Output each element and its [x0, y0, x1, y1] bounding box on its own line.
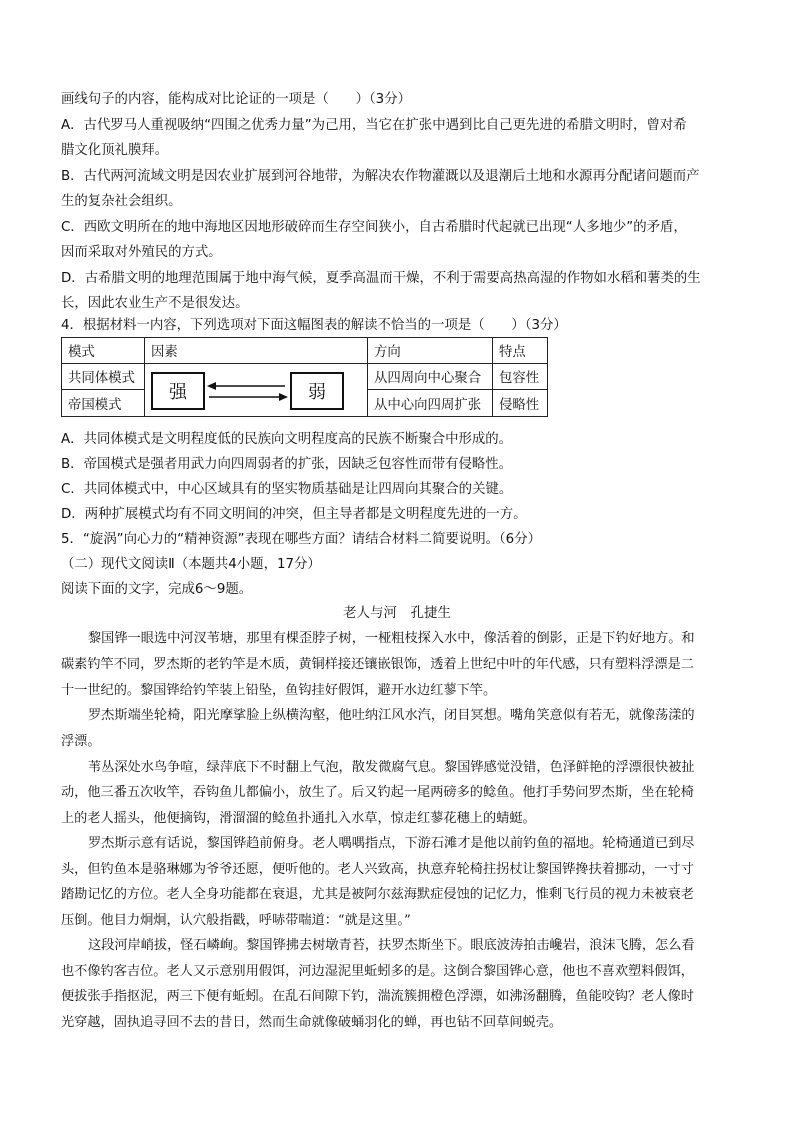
row1-mode: 共同体模式 [62, 364, 145, 390]
story-p4-line4: 压倒。他目力炯炯，认穴般指戳，呼哧带喘道：“就是这里。” [61, 913, 411, 928]
q4-stem: 4．根据材料一内容，下列选项对下面这幅图表的解读不恰当的一项是（ ）（3分） [61, 318, 567, 333]
row1-direction: 从四周向中心聚合 [368, 364, 493, 390]
table-header-row [62, 338, 548, 364]
strong-weak-diagram [151, 366, 361, 414]
story-p5-line3: 便拔张手指抠泥，两三下便有蚯蚓。在乱石间隙下钓，湍流簇拥橙色浮漂，如沸汤翻腾，鱼能咬钩？老人像时 [61, 989, 694, 1004]
row2-direction: 从中心向四周扩张 [368, 390, 493, 417]
story-p5-line4: 光穿越，固执追寻回不去的昔日，然而生命就像破蛹羽化的蝉，再也钻不回草间蜕壳。 [61, 1015, 563, 1030]
strong-box: 强 [151, 372, 205, 410]
q3-option-b-line2: 生的复杂社会组织。 [61, 194, 182, 209]
q4-option-c: C．共同体模式中，中心区域具有的坚实物质基础是让四周向其聚合的关键。 [61, 482, 513, 497]
story-p2-line2: 浮漂。 [61, 734, 101, 749]
table-row [62, 364, 548, 390]
q3-option-a-line1: A．古代罗马人重视吸纳“四围之优秀力量”为己用，当它在扩张中遇到比自己更先进的希腊文明时，曾对希 [61, 118, 687, 133]
bidirectional-arrows-icon [205, 372, 290, 410]
q3-option-c-line1: C．西欧文明所在的地中海地区因地形破碎而生存空间狭小，自古希腊时代起就已出现“人多地少”的矛盾， [61, 220, 687, 235]
story-p2-line1: 罗杰斯端坐轮椅，阳光摩挲脸上纵横沟壑，他吐纳江风水汽，闭目冥想。嘴角笑意似有若无，就像荡漾的 [88, 708, 695, 723]
table-header-factor: 因素 [145, 338, 368, 364]
story-p5-line1: 这段河岸峭拔，怪石嶙峋。黎国铧拂去树墩青苔，扶罗杰斯坐下。眼底波涛拍击巉岩，浪沫飞腾，怎么看 [88, 938, 695, 953]
story-p4-line2: 头，但钓鱼本是骆琳娜为爷爷还愿，便听他的。老人兴致高，执意弃轮椅拄拐杖让黎国铧搀扶着挪动，一寸寸 [61, 862, 694, 877]
story-p1-line2: 碳素钓竿不同，罗杰斯的老钓竿是木质，黄铜样接还镶嵌银饰，透着上世纪中叶的年代感，只有塑料浮漂是二 [61, 657, 694, 672]
q3-stem: 画线句子的内容，能构成对比论证的一项是（ ）（3分） [61, 92, 411, 107]
q4-option-a: A．共同体模式是文明程度低的民族向文明程度高的民族不断聚合中形成的。 [61, 432, 513, 447]
q3-option-c-line2: 因而采取对外殖民的方式。 [61, 245, 222, 260]
story-p4-line3: 踏勘记忆的方位。老人全身功能都在衰退，尤其是被阿尔兹海默症侵蚀的记忆力，惟剩飞行员的视力未被衰老 [61, 887, 694, 902]
section2-heading: （二）现代文阅读Ⅱ（本题共4小题，17分） [61, 557, 321, 572]
story-p5-line2: 也不像钓客吉位。老人又示意别用假饵，河边湿泥里蚯蚓多的是。这倒合黎国铧心意，他也不喜欢塑料假饵， [61, 964, 694, 979]
q5-stem: 5．“旋涡”向心力的“精神资源”表现在哪些方面？请结合材料二简要说明。（6分） [61, 532, 541, 547]
weak-box: 弱 [290, 372, 344, 410]
section2-instruction: 阅读下面的文字，完成6～9题。 [61, 582, 253, 597]
story-p3-line3: 上的老人摇头，他便摘钩，滑溜溜的鲶鱼扑通扎入水草，惊走红蓼花穗上的蜻蜓。 [61, 811, 536, 826]
row1-feature: 包容性 [493, 364, 548, 390]
story-p4-line1: 罗杰斯示意有话说，黎国铧趋前俯身。老人喁喁指点，下游石滩才是他以前钓鱼的福地。轮椅通道已到尽 [88, 836, 695, 851]
q3-option-a-line2: 腊文化顶礼膜拜。 [61, 143, 169, 158]
q3-option-d-line1: D．古希腊文明的地理范围属于地中海气候，夏季高温而干燥，不利于需要高热高湿的作物如水稻和薯类的生 [61, 271, 701, 286]
story-p1-line3: 十一世纪的。黎国铧给钓竿装上铅坠，鱼钩挂好假饵，避开水边红蓼下竿。 [61, 683, 497, 698]
q3-option-b-line1: B．古代两河流域文明是因农业扩展到河谷地带，为解决农作物灌溉以及退潮后土地和水源再分配诸问题而产 [61, 169, 700, 184]
story-p3-line2: 动，他三番五次收竿，吞钩鱼儿都偏小，放生了。后又钓起一尾两磅多的鲶鱼。他打手势问罗杰斯，坐在轮椅 [61, 785, 694, 800]
row2-mode: 帝国模式 [62, 390, 145, 417]
factor-diagram-cell [145, 364, 368, 417]
model-comparison-table [61, 337, 548, 417]
story-title: 老人与河 孔捷生 [343, 605, 451, 621]
story-p1-line1: 黎国铧一眼选中河汊苇塘，那里有棵歪脖子树，一桠粗枝探入水中，像活着的倒影，正是下钓好地方。和 [88, 631, 695, 646]
q3-option-d-line2: 长，因此农业生产不是很发达。 [61, 296, 249, 311]
story-p3-line1: 苇丛深处水鸟争喧，绿萍底下不时翻上气泡，散发微腐气息。黎国铧感觉没错，色泽鲜艳的浮漂很快被扯 [88, 760, 695, 775]
table-header-feature: 特点 [493, 338, 548, 364]
q4-option-b: B．帝国模式是强者用武力向四周弱者的扩张，因缺乏包容性而带有侵略性。 [61, 457, 513, 472]
table-header-direction: 方向 [368, 338, 493, 364]
table-header-mode: 模式 [62, 338, 145, 364]
row2-feature: 侵略性 [493, 390, 548, 417]
q4-option-d: D．两种扩展模式均有不同文明间的冲突，但主导者都是文明程度先进的一方。 [61, 507, 527, 522]
